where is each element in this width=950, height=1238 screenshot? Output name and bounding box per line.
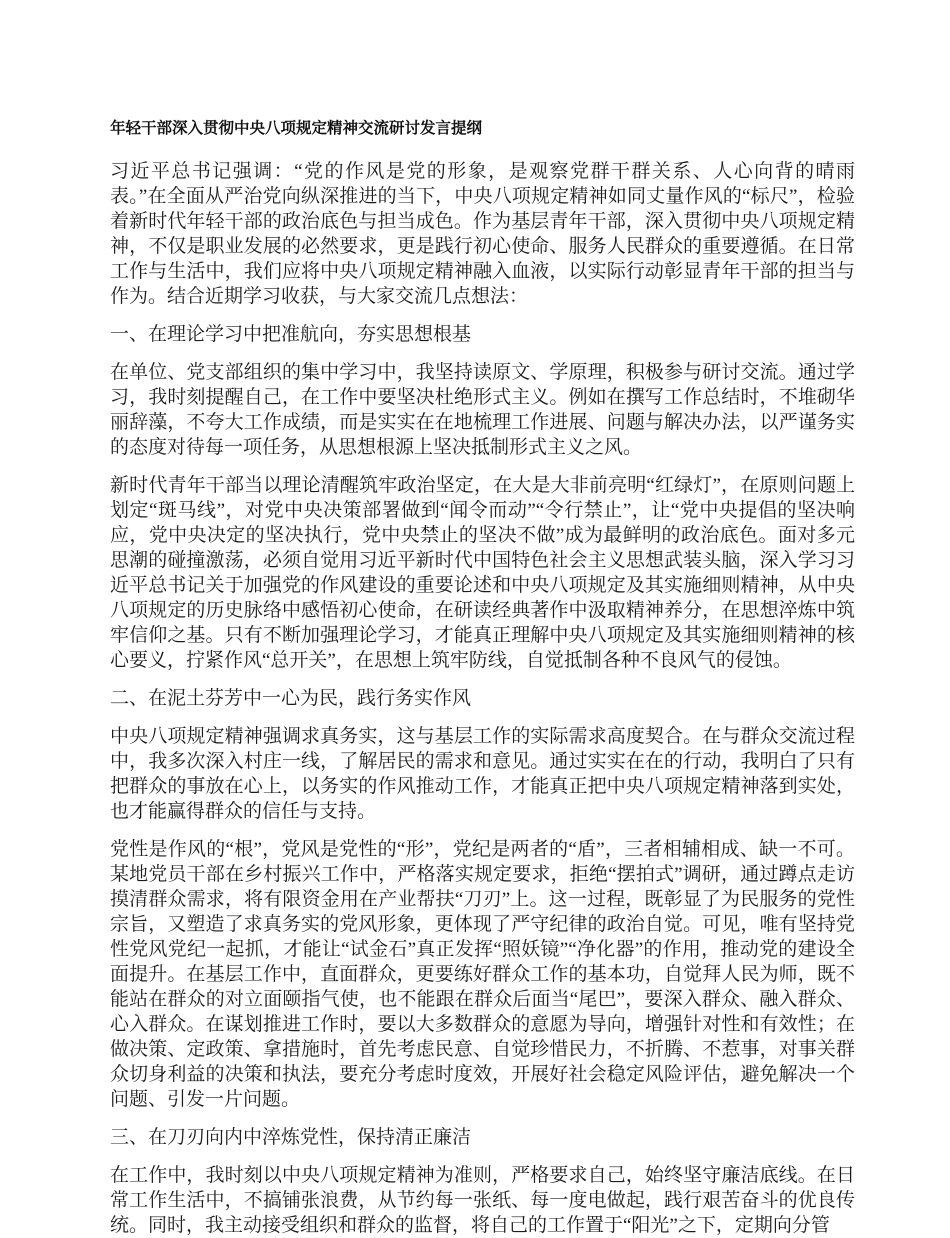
- document-title: 年轻干部深入贯彻中央八项规定精神交流研讨发言提纲: [110, 120, 483, 137]
- paragraph-integrity: 在工作中，我时刻以中央八项规定精神为准则，严格要求自己，始终坚守廉洁底线。在日常工作生活中，不搞铺张浪费，从节约每一张纸、每一度电做起，践行艰苦奋斗的优良传统。同时，我主动接受组织和群众的监督，将自己的工作置于“阳光”之下，定期向分管: [110, 1165, 855, 1236]
- section-heading-2: 二、在泥土芬芳中一心为民，践行务实作风: [110, 688, 472, 709]
- paragraph-theory-study-2: 新时代青年干部当以理论清醒筑牢政治坚定，在大是大非前亮明“红绿灯”，在原则问题上划定“斑马线”，对党中央决策部署做到“闻令而动”“令行禁止”，让“党中央提倡的坚决响应，党中央决定的坚决执行，党中央禁止的坚决不做”成为最鲜明的政治底色。面对多元思潮的碰撞激荡，必须自觉用习近平新时代中国特色社会主义思想武装头脑，深入学习习近平总书记关于加强党的作风建设的重要论述和中央八项规定及其实施细则精神，从中央八项规定的历史脉络中感悟初心使命，在研读经典著作中汲取精神养分，在思想淬炼中筑牢信仰之基。只有不断加强理论学习，才能真正理解中央八项规定及其实施细则精神的核心要义，拧紧作风“总开关”，在思想上筑牢防线，自觉抵制各种不良风气的侵蚀。: [110, 475, 855, 671]
- paragraph-theory-study-1: 在单位、党支部组织的集中学习中，我坚持读原文、学原理，积极参与研讨交流。通过学习，我时刻提醒自己，在工作中要坚决杜绝形式主义。例如在撰写工作总结时，不堆砌华丽辞藻，不夸大工作成绩，而是实实在在地梳理工作进展、问题与解决办法，以严谨务实的态度对待每一项任务，从思想根源上坚决抵制形式主义之风。: [110, 362, 855, 458]
- section-heading-1: 一、在理论学习中把准航向，夯实思想根基: [110, 324, 472, 345]
- paragraph-serve-people-2: 党性是作风的“根”，党风是党性的“形”，党纪是两者的“盾”，三者相辅相成、缺一不可。某地党员干部在乡村振兴工作中，严格落实规定要求，拒绝“摆拍式”调研，通过蹲点走访摸清群众需求，将有限资金用在产业帮扶“刀刃”上。这一过程，既彰显了为民服务的党性宗旨，又塑造了求真务实的党风形象，更体现了严守纪律的政治自觉。可见，唯有坚持党性党风党纪一起抓，才能让“试金石”真正发挥“照妖镜”“净化器”的作用，推动党的建设全面提升。在基层工作中，直面群众，更要练好群众工作的基本功，自觉拜人民为师，既不能站在群众的对立面颐指气使，也不能跟在群众后面当“尾巴”，要深入群众、融入群众、心入群众。在谋划推进工作时，要以大多数群众的意愿为导向，增强针对性和有效性；在做决策、定政策、拿措施时，首先考虑民意、自觉珍惜民力，不折腾、不惹事，对事关群众切身利益的决策和执法，要充分考虑时度效，开展好社会稳定风险评估，避免解决一个问题、引发一片问题。: [110, 839, 855, 1110]
- paragraph-serve-people-1: 中央八项规定精神强调求真务实，这与基层工作的实际需求高度契合。在与群众交流过程中，我多次深入村庄一线，了解居民的需求和意见。通过实实在在的行动，我明白了只有把群众的事放在心上，以务实的作风推动工作，才能真正把中央八项规定精神落到实处，也才能赢得群众的信任与支持。: [110, 726, 855, 822]
- section-heading-3: 三、在刀刃向内中淬炼党性，保持清正廉洁: [110, 1127, 472, 1148]
- paragraph-intro: 习近平总书记强调：“党的作风是党的形象，是观察党群干群关系、人心向背的晴雨表。”在全面从严治党向纵深推进的当下，中央八项规定精神如同丈量作风的“标尺”，检验着新时代年轻干部的政治底色与担当成色。作为基层青年干部，深入贯彻中央八项规定精神，不仅是职业发展的必然要求，更是践行初心使命、服务人民群众的重要遵循。在日常工作与生活中，我们应将中央八项规定精神融入血液，以实际行动彰显青年干部的担当与作为。结合近期学习收获，与大家交流几点想法：: [110, 161, 855, 307]
